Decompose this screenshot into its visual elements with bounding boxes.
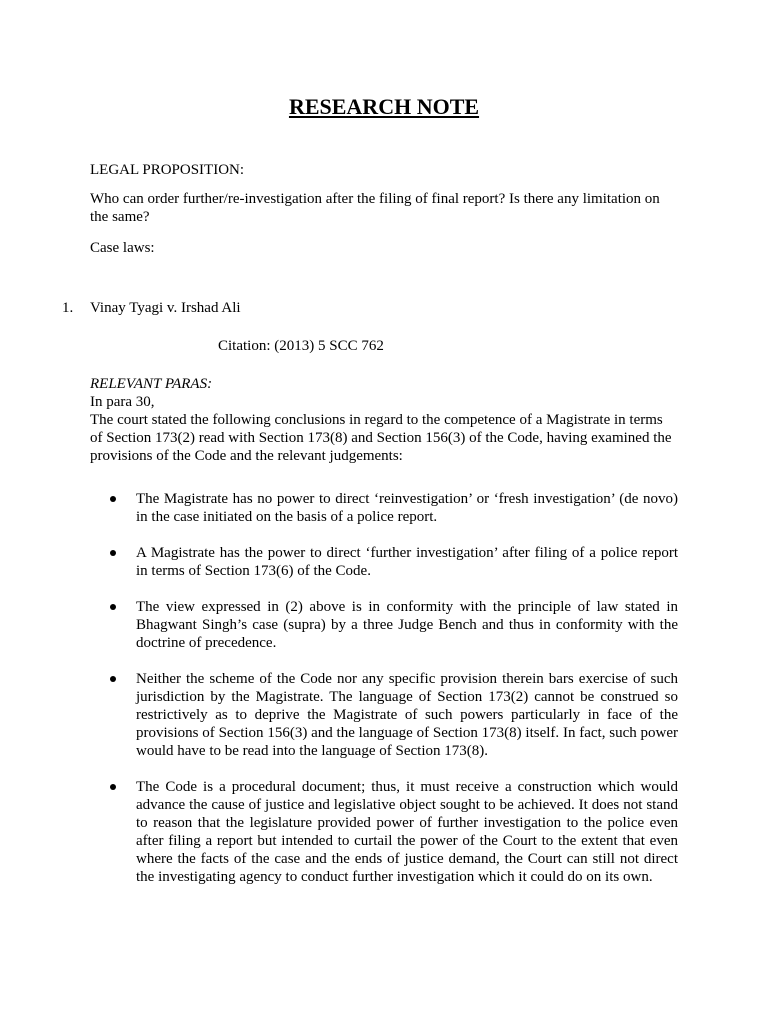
relevant-paras-section bbox=[90, 375, 678, 465]
list-item bbox=[110, 490, 678, 526]
list-item-text: The view expressed in (2) above is in conformity with the principle of law stated in Bhagwant Singh’s case (supra) by a three Judge Bench and thus in conformity with the doctrine of precedence. bbox=[136, 599, 678, 651]
bullet-icon bbox=[110, 784, 116, 790]
relevant-paras-label: RELEVANT PARAS: bbox=[90, 376, 213, 392]
list-item-text: The Magistrate has no power to direct ‘reinvestigation’ or ‘fresh investigation’ (de novo) in the case initiated on the basis of a police report. bbox=[136, 491, 678, 525]
list-item-text: The Code is a procedural document; thus, it must receive a construction which would advance the cause of justice and legislative object sought to be achieved. It does not stand to reason that the legislature provided power of further investigation to the police even after filing a report but intended to curtail the power of the Court to the extent that even where the facts of the case and the ends of justice demand, the Court can still not direct the investigating agency to conduct further investigation which it could do on its own. bbox=[136, 779, 678, 885]
list-item-text: Neither the scheme of the Code nor any specific provision therein bars exercise of such jurisdiction by the Magistrate. The language of Section 173(2) cannot be construed so restrictively as to deprive the Magistrate of such powers particularly in face of the provisions of Section 156(3) and the language of Section 173(8) itself. In fact, such power would have to be read into the language of Section 173(8). bbox=[136, 671, 678, 759]
case-name: Vinay Tyagi v. Irshad Ali bbox=[90, 300, 241, 316]
legal-proposition-label: LEGAL PROPOSITION: bbox=[90, 162, 245, 178]
bullet-icon bbox=[110, 550, 116, 556]
page-title: RESEARCH NOTE bbox=[288, 94, 480, 119]
conclusions-intro: The court stated the following conclusions in regard to the competence of a Magistrate in terms of Section 173(2) read with Section 173(8) and Section 156(3) of the Code, having examined the provisions of the Code and the relevant judgements: bbox=[90, 412, 672, 464]
bullet-icon bbox=[110, 676, 116, 682]
bullet-icon bbox=[110, 496, 116, 502]
para-reference: In para 30, bbox=[90, 394, 155, 410]
list-item-text: A Magistrate has the power to direct ‘further investigation’ after filing of a police report in terms of Section 173(6) of the Code. bbox=[136, 545, 678, 579]
case-number: 1. bbox=[62, 300, 74, 316]
legal-question: Who can order further/re-investigation after the filing of final report? Is there any limitation on the same? bbox=[90, 191, 660, 225]
list-item bbox=[110, 598, 678, 652]
case-laws-label: Case laws: bbox=[90, 240, 155, 256]
case-item bbox=[62, 299, 662, 317]
conclusions-list bbox=[110, 490, 678, 904]
list-item bbox=[110, 778, 678, 886]
list-item bbox=[110, 544, 678, 580]
bullet-icon bbox=[110, 604, 116, 610]
list-item bbox=[110, 670, 678, 760]
case-citation: Citation: (2013) 5 SCC 762 bbox=[218, 338, 384, 354]
